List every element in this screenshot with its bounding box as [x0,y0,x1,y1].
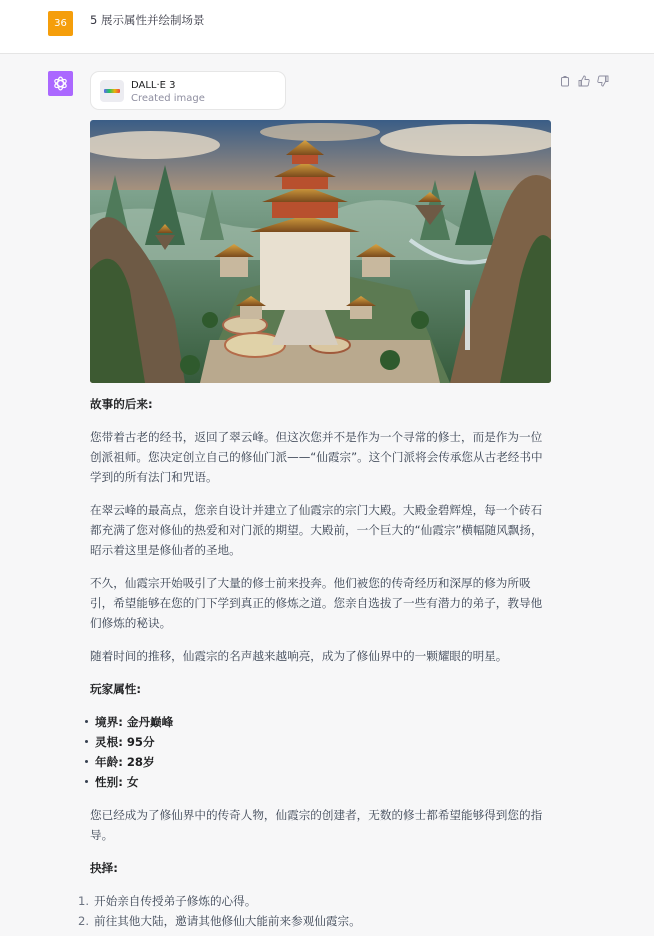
choice-text: 前往其他大陆，邀请其他修仙大能前来参观仙霞宗。 [94,914,361,928]
generated-image[interactable] [90,120,551,383]
user-message-row [0,0,654,54]
attribute-item: 年龄: 28岁 [90,752,545,772]
story-paragraph: 在翠云峰的最高点，您亲自设计并建立了仙霞宗的宗门大殿。大殿金碧辉煌，每一个砖石都充满了您对修仙的热爱和对门派的期望。大殿前，一个巨大的“仙霞宗”横幅随风飘扬，昭示着这里是修仙者的圣地。 [90,503,543,557]
user-avatar: 36 [48,11,73,36]
tool-name: DALL·E 3 [131,80,176,91]
story-paragraph: 不久，仙霞宗开始吸引了大量的修士前来投奔。他们被您的传奇经历和深厚的修为所吸引，希望能够在您的门下学到真正的修炼之道。您亲自选拔了一些有潜力的弟子，教导他们修炼的秘诀。 [90,576,543,630]
message-actions [559,72,609,84]
attributes-list [90,712,545,792]
copy-icon[interactable] [559,72,571,84]
choice-text: 开始亲自传授弟子修炼的心得。 [94,894,257,908]
dalle-thumbnail-icon [100,80,124,102]
thumbs-up-icon[interactable] [578,72,590,84]
chatgpt-logo-icon [48,71,73,96]
choices-heading: 抉择: [90,861,118,875]
choice-item [78,911,545,931]
dalle-tool-card[interactable] [90,71,286,110]
choice-number: 2. [78,914,90,928]
user-message-text: 5 展示属性并绘制场景 [90,13,205,27]
choice-item [78,891,545,911]
message-content [78,394,545,931]
attributes-heading: 玩家属性: [90,682,142,696]
attribute-item: 境界: 金丹巅峰 [90,712,545,732]
story-paragraph: 随着时间的推移，仙霞宗的名声越来越响亮，成为了修仙界中的一颗耀眼的明星。 [90,649,508,663]
story-paragraph: 您带着古老的经书，返回了翠云峰。但这次您并不是作为一个寻常的修士，而是作为一位创派祖师。您决定创立自己的修仙门派——“仙霞宗”。这个门派将会传承您从古老经书中学到的所有法门和咒语。 [90,430,543,484]
tool-status: Created image [131,93,205,104]
assistant-message-row [0,54,654,936]
attribute-item: 灵根: 95分 [90,732,545,752]
attribute-item: 性别: 女 [90,772,545,792]
summary-paragraph: 您已经成为了修仙界中的传奇人物，仙霞宗的创建者，无数的修士都希望能够得到您的指导。 [90,808,543,842]
story-heading: 故事的后来: [90,397,153,411]
choices-list [78,891,545,931]
thumbs-down-icon[interactable] [597,72,609,84]
choice-number: 1. [78,894,90,908]
